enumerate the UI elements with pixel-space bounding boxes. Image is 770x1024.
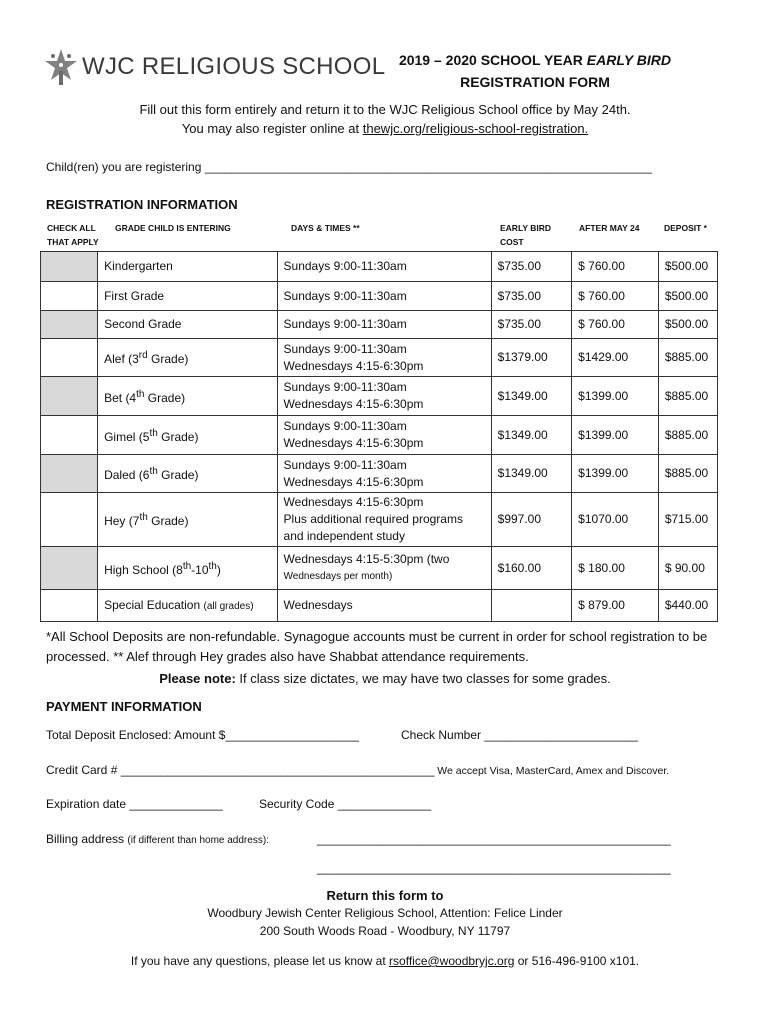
deposit-cost: $885.00 [658,377,717,416]
deposit-cost: $885.00 [658,416,717,455]
table-row [41,455,718,493]
after-cost: $ 180.00 [572,547,659,590]
accepted-cards-note: We accept Visa, MasterCard, Amex and Discover. [434,765,670,777]
days-cell: Sundays 9:00-11:30am [277,282,491,311]
days-cell: Wednesdays [277,590,491,622]
table-row [41,590,718,622]
after-cost: $ 760.00 [572,252,659,282]
grade-cell: First Grade [98,282,277,311]
registration-table [40,251,718,622]
security-code-field[interactable]: Security Code ______________ [259,797,432,811]
table-row [41,311,718,339]
early-bird-cost: $1349.00 [491,416,572,455]
early-bird-cost [491,590,572,622]
after-cost: $ 760.00 [572,282,659,311]
grade-checkbox[interactable] [41,416,98,455]
days-cell: Wednesdays 4:15-5:30pm (two Wednesdays per month) [277,547,491,590]
grade-checkbox[interactable] [41,590,98,622]
contact-email-link[interactable]: rsoffice@woodbryjc.org [389,954,515,968]
payment-heading: PAYMENT INFORMATION [46,699,202,714]
please-note-label: Please note: [159,671,236,686]
title-early-bird: EARLY BIRD [586,52,672,68]
table-row [41,547,718,590]
after-cost: $1399.00 [572,416,659,455]
deposit-cost: $500.00 [658,311,717,339]
return-address-line-2: 200 South Woods Road - Woodbury, NY 11797 [259,924,511,938]
grade-checkbox[interactable] [41,493,98,547]
billing-address-label: Billing address (if different than home address): [46,832,269,846]
early-bird-cost: $1349.00 [491,377,572,416]
deposit-cost: $ 90.00 [658,547,717,590]
expiration-date-field[interactable]: Expiration date ______________ [46,797,223,811]
days-cell: Wednesdays 4:15-6:30pm Plus additional required programs and independent study [277,493,491,547]
days-cell: Sundays 9:00-11:30am Wednesdays 4:15-6:30pm [277,339,491,377]
credit-card-field[interactable]: Credit Card # _______________________________________________ We accept Visa, MasterCard, Amex and Discover. [46,763,670,777]
days-cell: Sundays 9:00-11:30am Wednesdays 4:15-6:30pm [277,377,491,416]
intro-line-2 [20,119,750,138]
early-bird-cost: $735.00 [491,311,572,339]
early-bird-cost: $735.00 [491,252,572,282]
after-cost: $1399.00 [572,455,659,493]
deposit-cost: $440.00 [658,590,717,622]
deposit-cost: $885.00 [658,455,717,493]
early-bird-cost: $1349.00 [491,455,572,493]
registration-link[interactable]: thewjc.org/religious-school-registration. [362,121,589,136]
table-row [41,416,718,455]
col-header-days: DAYS & TIMES ** [291,223,360,233]
col-header-after: AFTER MAY 24 [579,223,640,233]
deposit-amount-field[interactable]: Total Deposit Enclosed: Amount $____________________ [46,728,359,742]
logo-text: WJC RELIGIOUS SCHOOL [82,53,386,80]
grade-cell: Alef (3rd Grade) [98,339,277,377]
col-header-deposit: DEPOSIT * [664,223,707,233]
table-row [41,282,718,311]
grade-cell: Hey (7th Grade) [98,493,277,547]
grade-checkbox[interactable] [41,547,98,590]
col-header-grade: GRADE CHILD IS ENTERING [115,223,231,233]
after-cost: $1070.00 [572,493,659,547]
table-row [41,377,718,416]
school-logo [44,44,385,90]
early-bird-cost: $997.00 [491,493,572,547]
form-title [372,49,698,93]
title-form-name: REGISTRATION FORM [460,74,610,90]
early-bird-cost: $160.00 [491,547,572,590]
table-row [41,493,718,547]
after-cost: $1399.00 [572,377,659,416]
grade-checkbox[interactable] [41,377,98,416]
deposit-cost: $715.00 [658,493,717,547]
grade-cell: Special Education (all grades) [98,590,277,622]
early-bird-cost: $1379.00 [491,339,572,377]
grade-checkbox[interactable] [41,455,98,493]
after-cost: $1429.00 [572,339,659,377]
deposit-notes: *All School Deposits are non-refundable. Synagogue accounts must be current in order for school registration to be processed. ** Alef through Hey grades also have Shabbat attendance requirements. [46,629,708,664]
contact-line: If you have any questions, please let us know at rsoffice@woodbryjc.org or 516-496-9100 x101. [130,954,640,968]
grade-cell: Second Grade [98,311,277,339]
registration-heading: REGISTRATION INFORMATION [46,197,238,212]
col-header-check: CHECK ALL THAT APPLY [47,223,99,247]
deposit-cost: $500.00 [658,252,717,282]
grade-cell: Kindergarten [98,252,277,282]
please-note-text: If class size dictates, we may have two classes for some grades. [235,671,611,686]
return-address-line-1: Woodbury Jewish Center Religious School, Attention: Felice Linder [207,906,563,920]
grade-cell: Daled (6th Grade) [98,455,277,493]
billing-address-line-2[interactable]: _____________________________________________________ [317,861,671,875]
please-note [20,671,750,686]
col-header-early-bird: EARLY BIRD COST [500,223,552,247]
grade-checkbox[interactable] [41,311,98,339]
intro-online-text: You may also register online at [181,121,363,136]
check-number-field[interactable]: Check Number _______________________ [401,728,638,742]
table-row [41,339,718,377]
early-bird-cost: $735.00 [491,282,572,311]
tree-of-life-icon [44,47,78,87]
grade-checkbox[interactable] [41,252,98,282]
return-heading: Return this form to [326,888,444,903]
grade-cell: Gimel (5th Grade) [98,416,277,455]
grade-checkbox[interactable] [41,339,98,377]
billing-address-line-1[interactable]: _____________________________________________________ [317,832,671,846]
table-row [41,252,718,282]
days-cell: Sundays 9:00-11:30am Wednesdays 4:15-6:30pm [277,416,491,455]
grade-cell: High School (8th-10th) [98,547,277,590]
days-cell: Sundays 9:00-11:30am Wednesdays 4:15-6:30pm [277,455,491,493]
intro-line-1: Fill out this form entirely and return it to the WJC Religious School office by May 24th. [139,102,631,117]
grade-checkbox[interactable] [41,282,98,311]
grade-cell: Bet (4th Grade) [98,377,277,416]
title-year: 2019 – 2020 SCHOOL YEAR [398,52,587,68]
days-cell: Sundays 9:00-11:30am [277,252,491,282]
after-cost: $ 760.00 [572,311,659,339]
children-registering-field[interactable]: Child(ren) you are registering ___________________________________________________________________ [46,160,652,174]
days-cell: Sundays 9:00-11:30am [277,311,491,339]
deposit-cost: $885.00 [658,339,717,377]
after-cost: $ 879.00 [572,590,659,622]
deposit-cost: $500.00 [658,282,717,311]
